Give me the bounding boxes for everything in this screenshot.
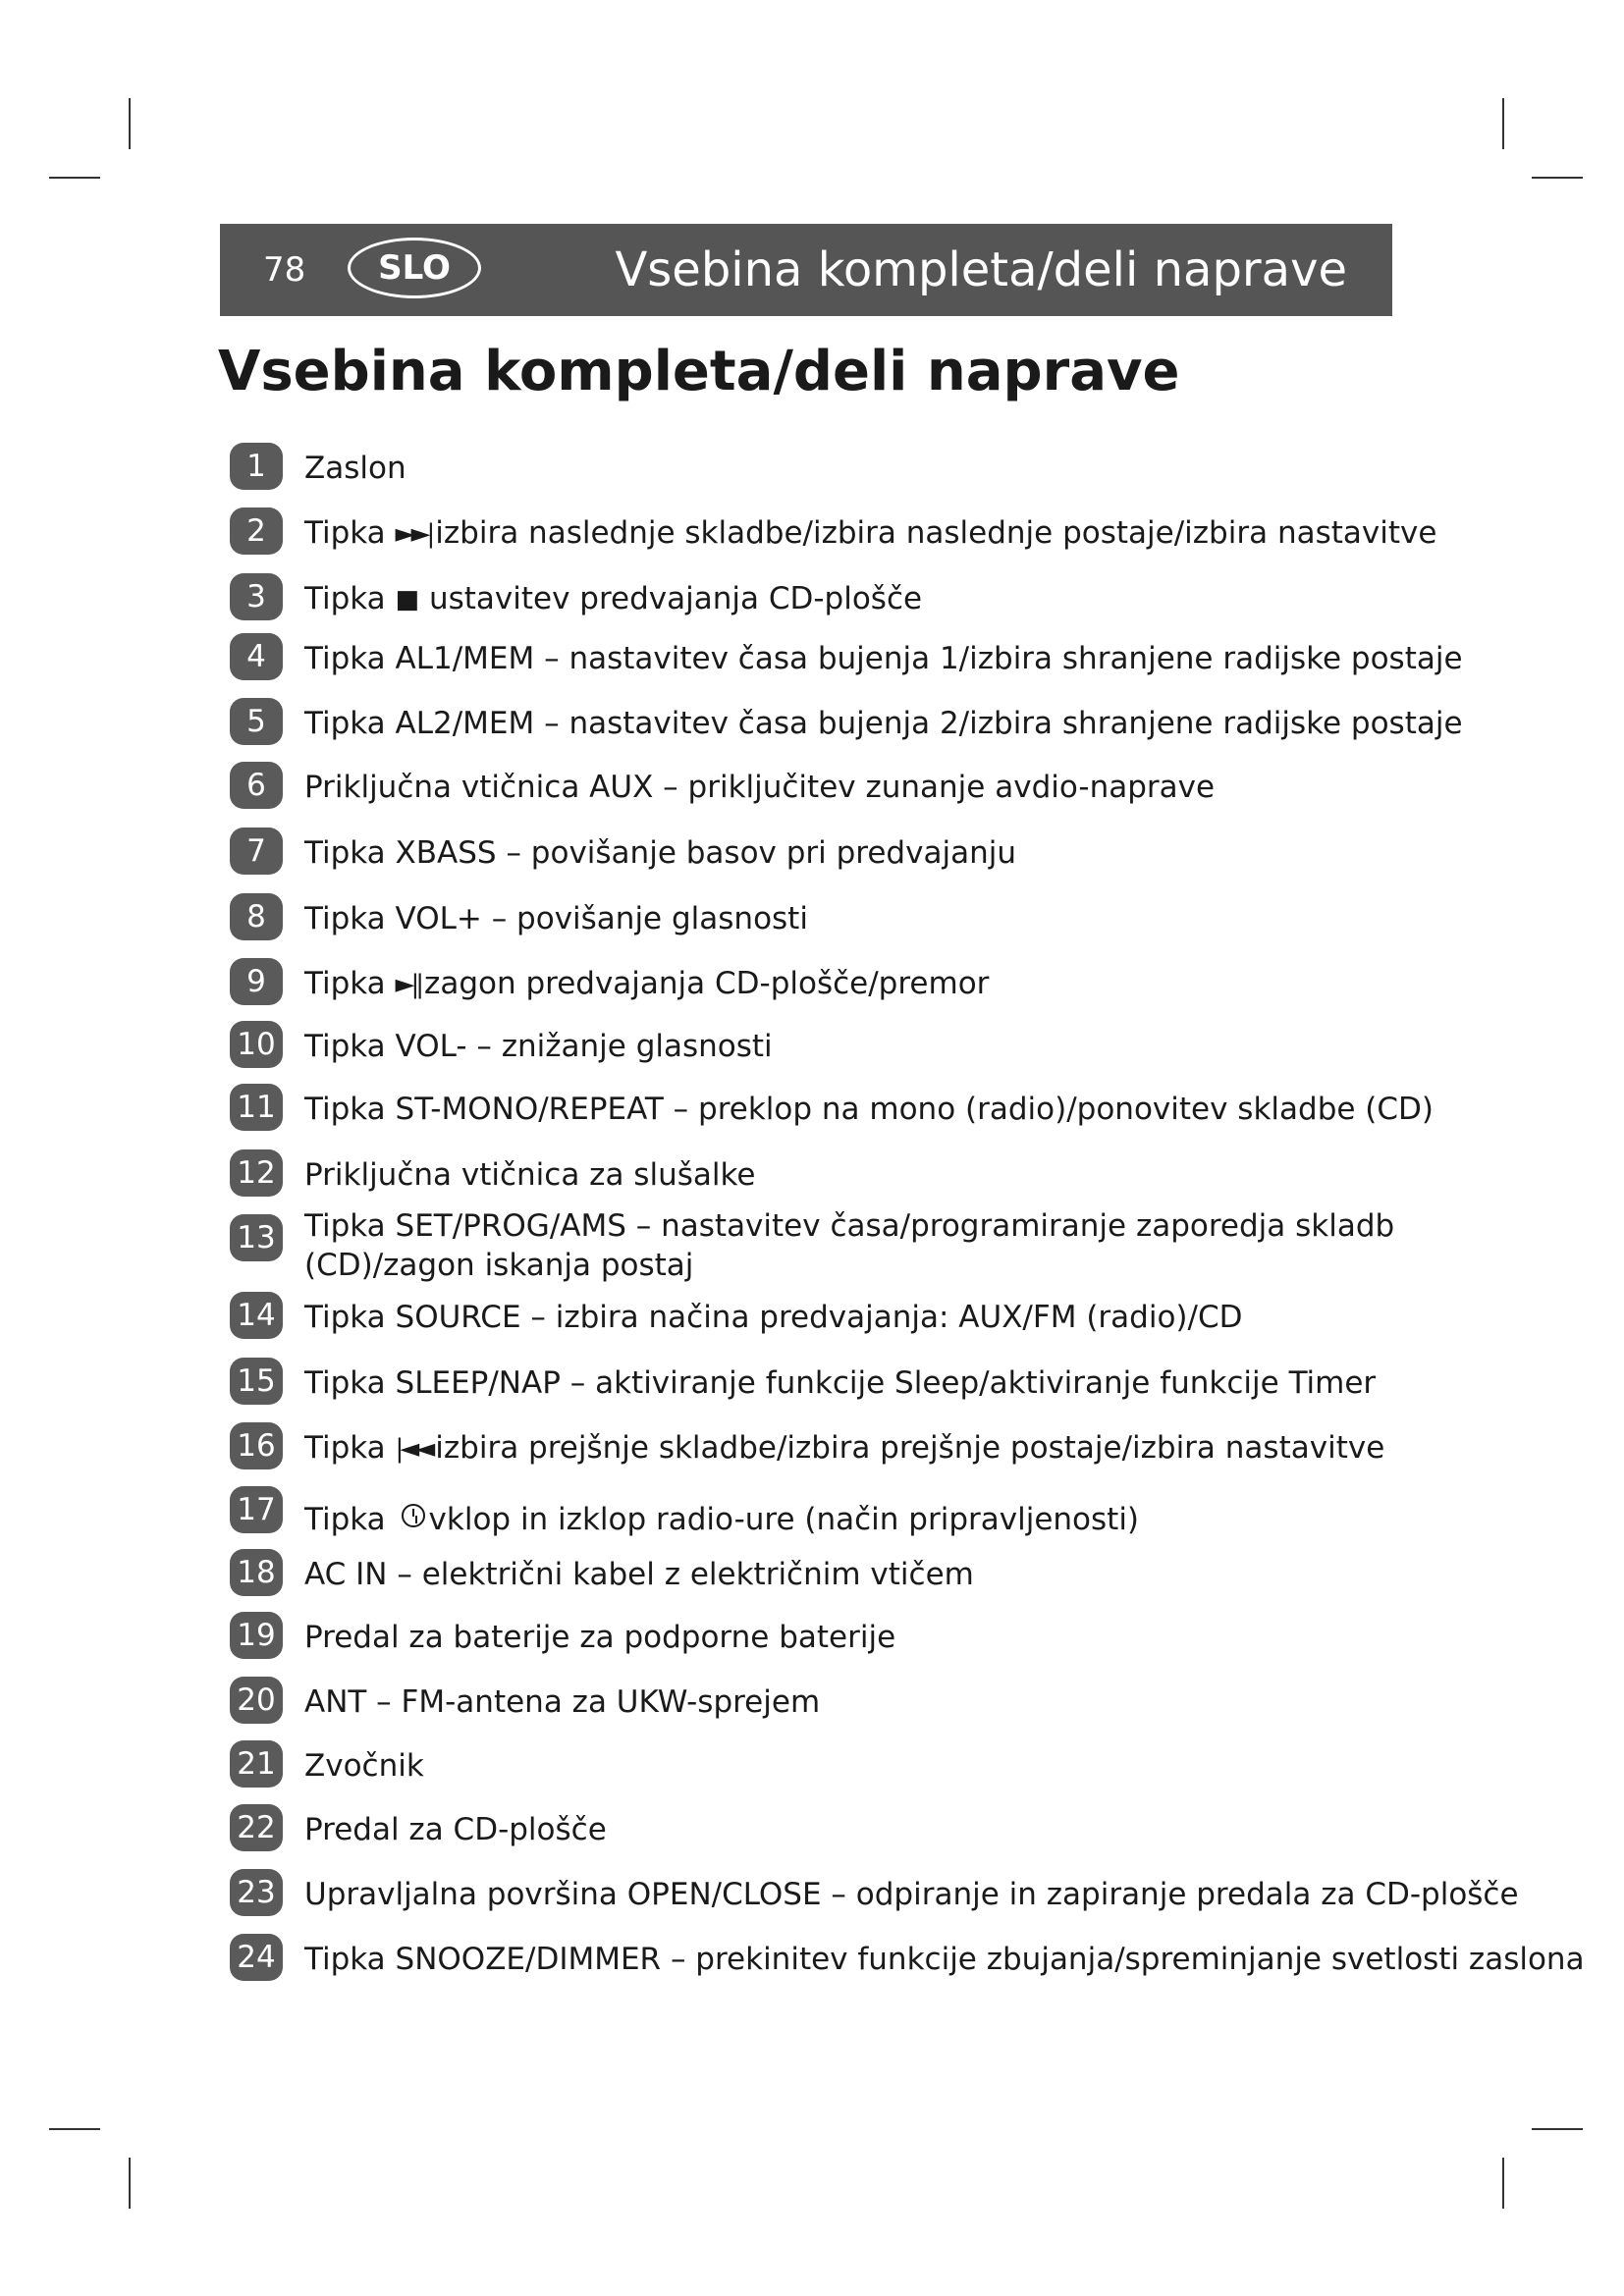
item-text: Tipka SOURCE – izbira načina predvajanja: AUX/FM (radio)/CD [304,1300,1243,1335]
item-text: Priključna vtičnica AUX – priključitev zunanje avdio-naprave [304,770,1216,805]
item-description: vklop in izklop radio-ure (način pripravljenosti) [428,1502,1140,1537]
item-number-badge: 21 [230,1740,283,1788]
item-number-badge: 7 [230,828,283,875]
item-description: ustavitev predvajanja CD-plošče [419,581,923,616]
item-number-badge: 16 [230,1422,283,1469]
item-number-badge: 23 [230,1869,283,1916]
item-text: Zaslon [304,451,406,486]
item-number-badge: 12 [230,1149,283,1197]
item-text: Tipka SNOOZE/DIMMER – prekinitev funkcije zbujanja/spreminjanje svetlosti zaslona [304,1942,1585,1977]
item-prefix: Tipka [304,1430,396,1466]
item-number-badge: 9 [230,958,283,1005]
item-number-badge: 13 [230,1214,283,1261]
next-track-icon: ►►| [395,519,432,549]
item-text: Tipka XBASS – povišanje basov pri predvajanju [304,835,1016,871]
clock-icon [402,1504,425,1527]
item-number-badge: 17 [230,1486,283,1533]
item-text [304,1428,1463,1468]
item-text: AC IN – električni kabel z električnim vtičem [304,1557,974,1592]
play-pause-icon: ►|| [395,970,421,999]
item-text: Tipka SLEEP/NAP – aktiviranje funkcije Sleep/aktiviranje funkcije Timer [304,1365,1377,1401]
item-text: Predal za CD-plošče [304,1812,607,1847]
item-description: izbira prejšnje skladbe/izbira prejšnje postaje/izbira nastavitve [435,1430,1385,1466]
item-text: Tipka SET/PROG/AMS – nastavitev časa/programiranje zaporedja skladb (CD)/zagon iskanja postaj [304,1208,1395,1283]
item-number-badge: 19 [230,1612,283,1659]
item-number-badge: 20 [230,1677,283,1724]
item-number-badge: 24 [230,1934,283,1981]
item-prefix: Tipka [304,1502,396,1537]
item-text: Tipka ST-MONO/REPEAT – preklop na mono (radio)/ponovitev skladbe (CD) [304,1092,1434,1127]
item-prefix: Tipka [304,966,396,1001]
item-text [304,1500,1463,1539]
item-text: Tipka VOL- – znižanje glasnosti [304,1029,773,1064]
item-prefix: Tipka [304,581,396,616]
item-text: Tipka AL1/MEM – nastavitev časa bujenja 1/izbira shranjene radijske postaje [304,641,1463,676]
page-title: Vsebina kompleta/deli naprave [218,340,1180,403]
item-number-badge: 3 [230,573,283,620]
item-number-badge: 1 [230,443,283,490]
language-badge: SLO [348,238,481,298]
item-number-badge: 18 [230,1549,283,1596]
item-number-badge: 10 [230,1021,283,1068]
item-text: Tipka AL2/MEM – nastavitev časa bujenja 2/izbira shranjene radijske postaje [304,706,1463,741]
item-text: Zvočnik [304,1748,424,1784]
item-prefix: Tipka [304,515,396,551]
item-text: Priključna vtičnica za slušalke [304,1157,756,1193]
page-number: 78 [263,250,306,290]
item-text [304,579,1463,619]
item-text [304,964,1463,1004]
previous-track-icon: |◄◄ [395,1434,432,1464]
stop-icon: ■ [395,585,416,614]
item-number-badge: 15 [230,1358,283,1405]
item-number-badge: 5 [230,698,283,745]
item-number-badge: 4 [230,633,283,680]
header-section-title: Vsebina kompleta/deli naprave [615,242,1347,297]
item-text [304,513,1463,554]
item-text: Predal za baterije za podporne baterije [304,1620,896,1655]
item-text: Tipka VOL+ – povišanje glasnosti [304,901,808,936]
item-number-badge: 2 [230,507,283,555]
item-text: Upravljalna površina OPEN/CLOSE – odpiranje in zapiranje predala za CD-plošče [304,1877,1519,1912]
item-description: izbira naslednje skladbe/izbira naslednje postaje/izbira nastavitve [435,515,1437,551]
item-number-badge: 14 [230,1292,283,1339]
item-number-badge: 8 [230,893,283,940]
item-description: zagon predvajanja CD-plošče/premor [424,966,990,1001]
item-number-badge: 22 [230,1804,283,1851]
item-number-badge: 6 [230,762,283,809]
item-text: ANT – FM-antena za UKW-sprejem [304,1684,821,1720]
item-number-badge: 11 [230,1084,283,1131]
